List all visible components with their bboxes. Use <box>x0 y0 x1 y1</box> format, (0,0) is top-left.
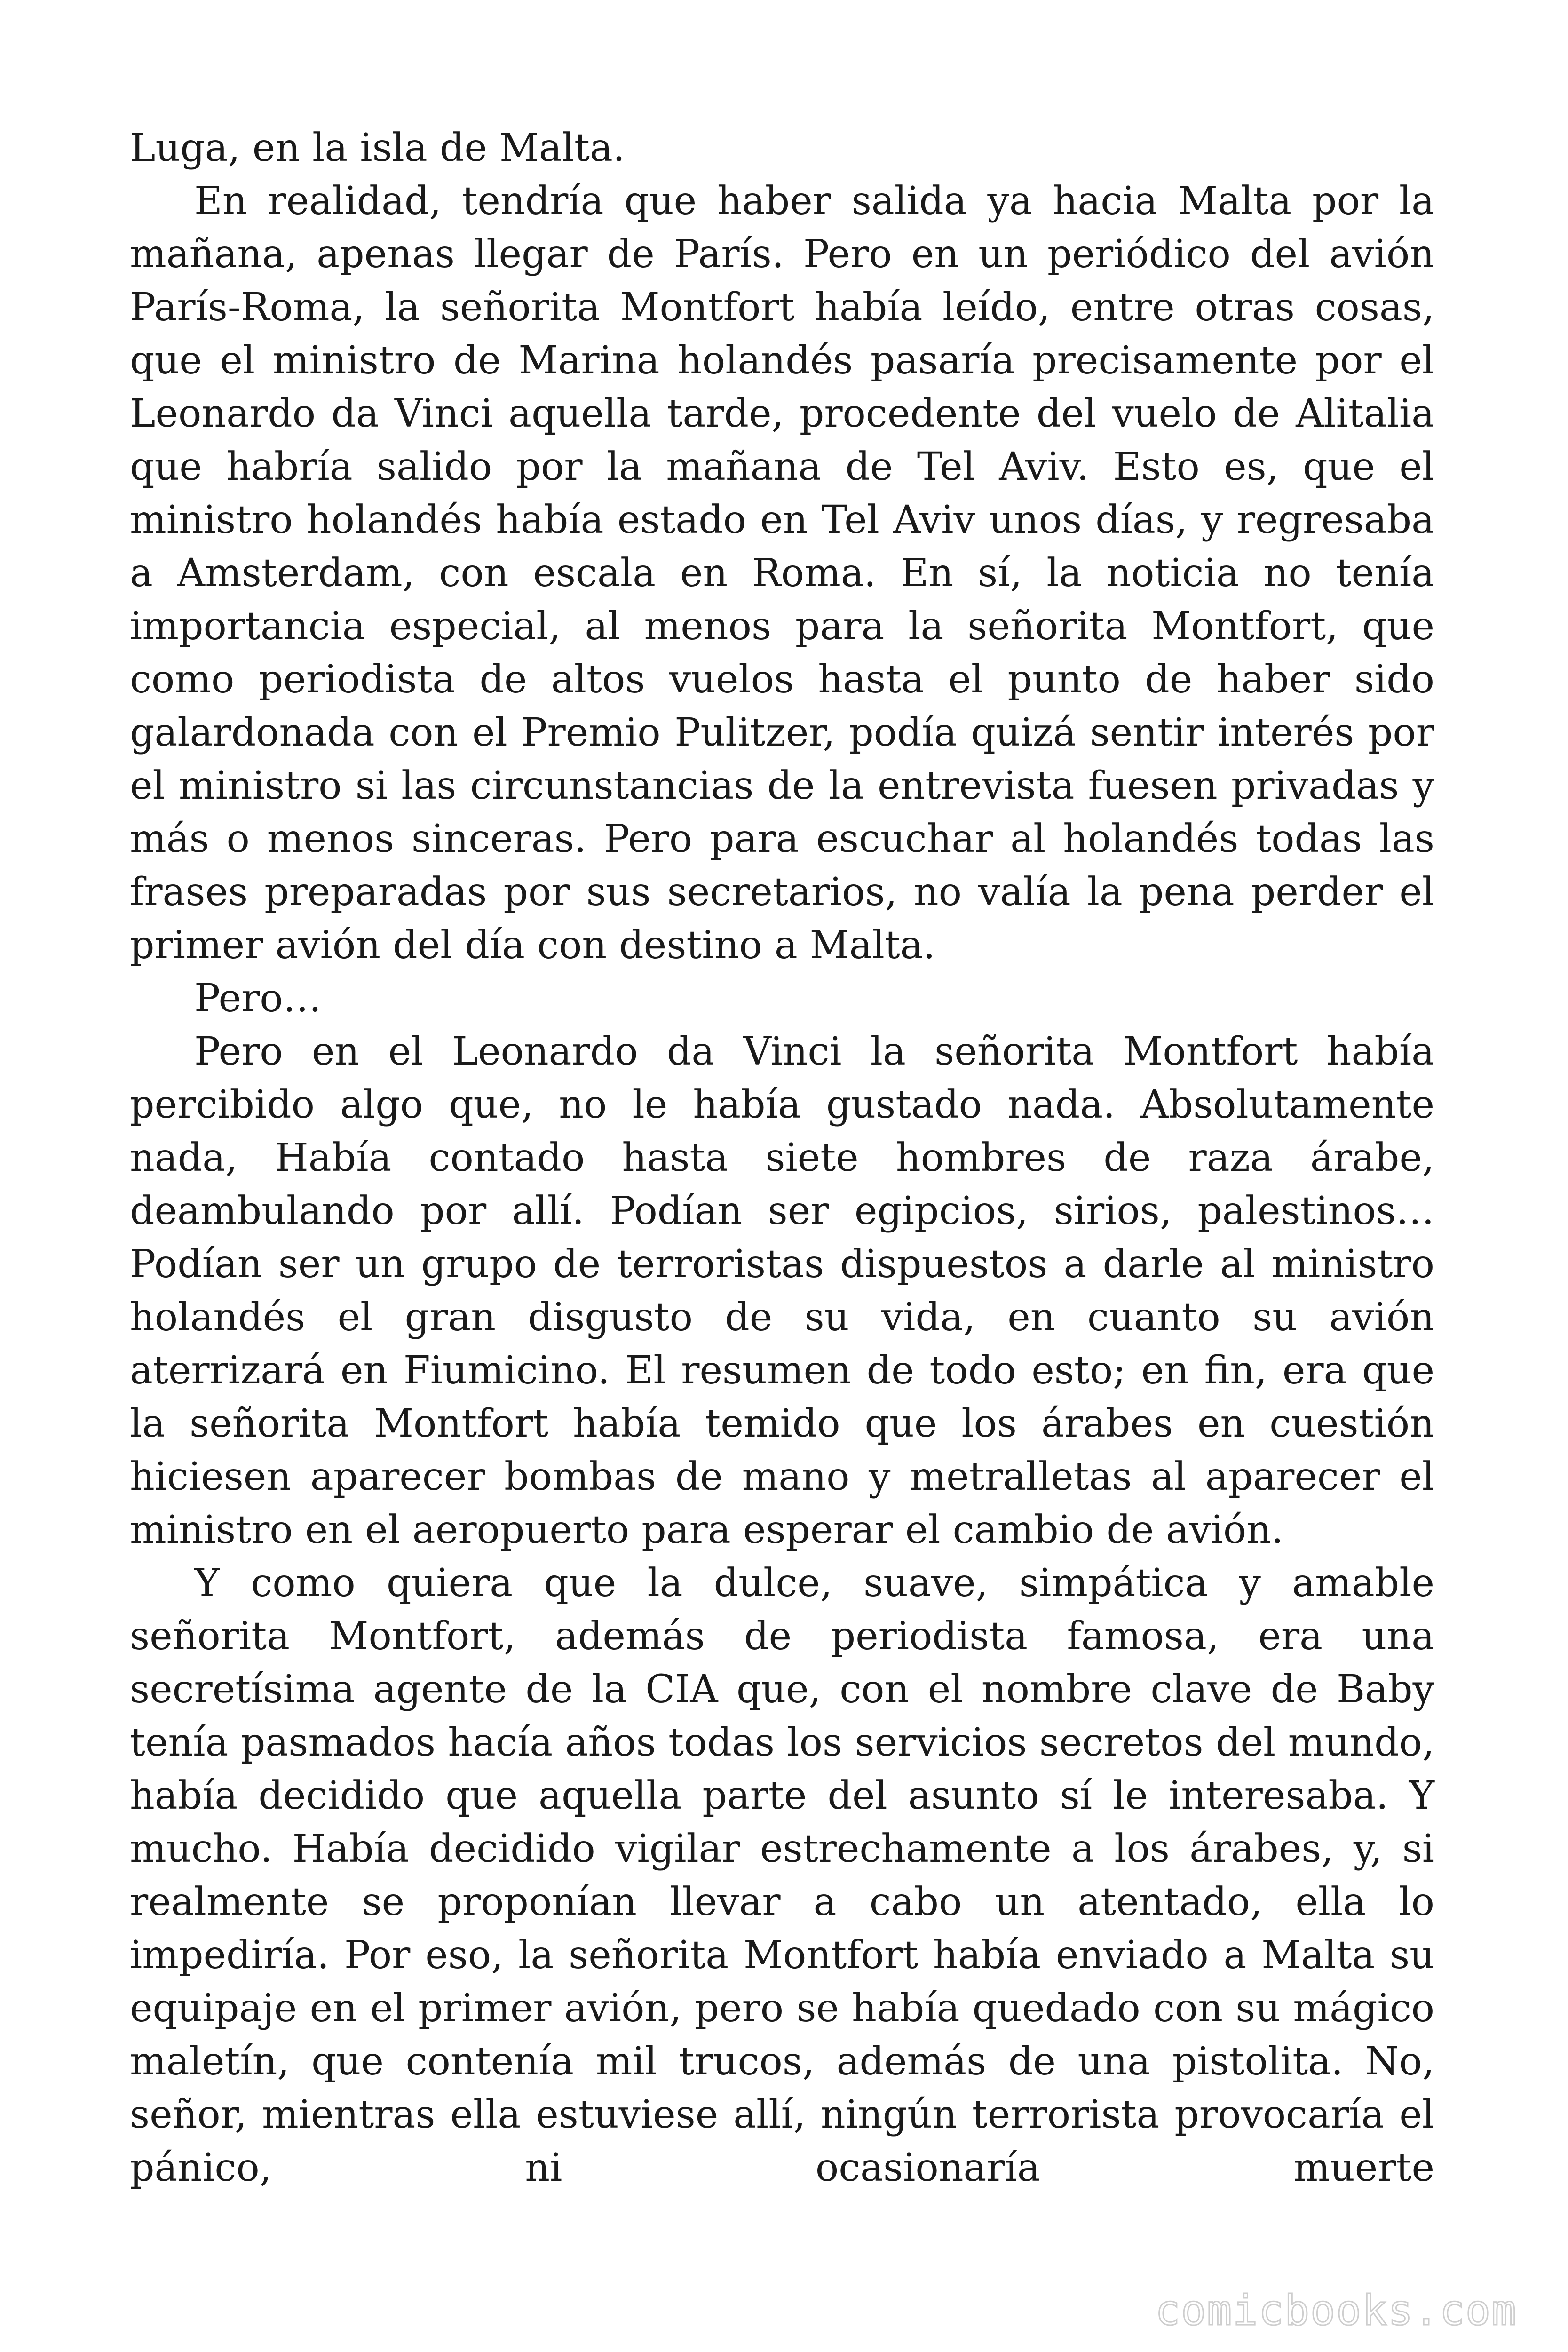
paragraph-4: Pero en el Leonardo da Vinci la señorita Montfort había percibido algo que, no le había gustado nada. Absolutamente nada, Había contado hasta siete hombres de raza árabe, deambulando por allí. Podían ser egipcios, sirios, palestinos… Podían ser un grupo de terroristas dispuestos a darle al ministro holandés el gran disgusto de su vida, en cuanto su avión aterrizará en Fiumicino. El resumen de todo esto; en fin, era que la señorita Montfort había temido que los árabes en cuestión hiciesen aparecer bombas de mano y metralletas al aparecer el ministro en el aeropuerto para esperar el cambio de avión. <box>130 1029 1434 1552</box>
paragraph-3: Pero… <box>194 976 322 1021</box>
body-text <box>130 121 1434 2194</box>
paragraph-5: Y como quiera que la dulce, suave, simpática y amable señorita Montfort, además de periodista famosa, era una secretísima agente de la CIA que, con el nombre clave de Baby tenía pasmados hacía años todas los servicios secretos del mundo, había decidido que aquella parte del asunto sí le interesaba. Y mucho. Había decidido vigilar estrechamente a los árabes, y, si realmente se proponían llevar a cabo un atentado, ella lo impediría. Por eso, la señorita Montfort había enviado a Malta su equipaje en el primer avión, pero se había quedado con su mágico maletín, que contenía mil trucos, además de una pistolita. No, señor, mientras ella estuviese allí, ningún terrorista provocaría el pánico, ni ocasionaría muerte <box>130 1561 1434 2190</box>
paragraph-2: En realidad, tendría que haber salida ya hacia Malta por la mañana, apenas llegar de París. Pero en un periódico del avión París-Roma, la señorita Montfort había leído, entre otras cosas, que el ministro de Marina holandés pasaría precisamente por el Leonardo da Vinci aquella tarde, procedente del vuelo de Alitalia que habría salido por la mañana de Tel Aviv. Esto es, que el ministro holandés había estado en Tel Aviv unos días, y regresaba a Amsterdam, con escala en Roma. En sí, la noticia no tenía importancia especial, al menos para la señorita Montfort, que como periodista de altos vuelos hasta el punto de haber sido galardonada con el Premio Pulitzer, podía quizá sentir interés por el ministro si las circunstancias de la entrevista fuesen privadas y más o menos sinceras. Pero para escuchar al holandés todas las frases preparadas por sus secretarios, no valía la pena perder el primer avión del día con destino a Malta. <box>130 179 1434 968</box>
site-watermark: comicbooks.com <box>1155 2286 1517 2335</box>
paragraph-1: Luga, en la isla de Malta. <box>130 126 625 170</box>
